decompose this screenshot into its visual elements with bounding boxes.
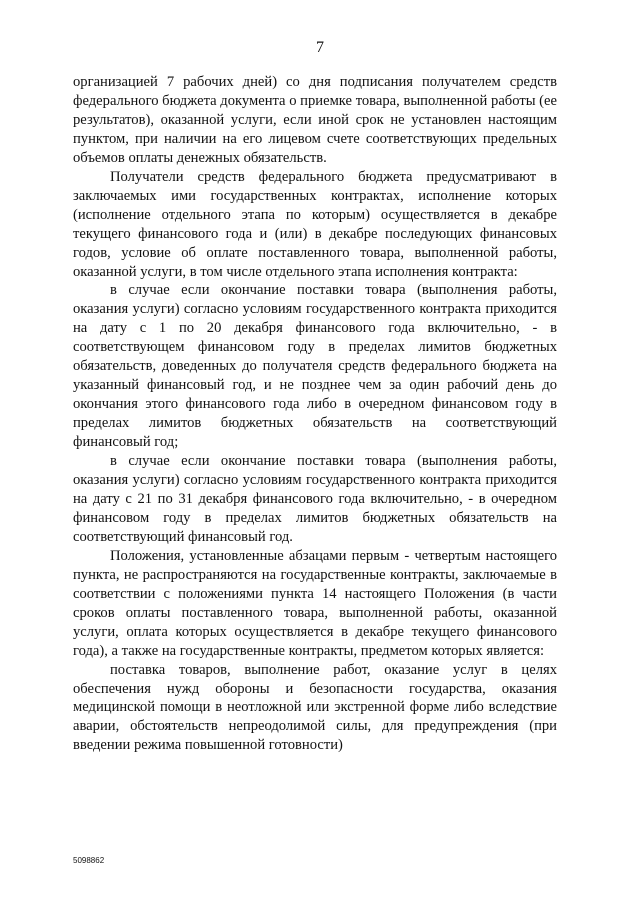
paragraph-continuation: организацией 7 рабочих дней) со дня подписания получателем средств федерального бюджета документа о приемке товара, выполненной работы (ее результатов), оказанной услуги, если иной срок не установлен настоящим пунктом, при наличии на его лицевом счете соответствующих предельных объемов оплаты денежных обязательств.	[73, 74, 557, 166]
document-code: 5098862	[73, 856, 105, 865]
document-body	[73, 73, 557, 755]
paragraph-recipients-provision: Получатели средств федерального бюджета предусматривают в заключаемых ими государственных контрактах, исполнение которых (исполнение отдельного этапа по которым) осуществляется в декабре текущего финансового года и (или) в декабре последующих финансовых годов, условие об оплате поставленного товара, выполненной работы, оказанной услуги, в том числе отдельного этапа исполнения контракта:	[73, 168, 557, 280]
page-number: 7	[316, 39, 324, 56]
paragraph-case-dec-21-31: в случае если окончание поставки товара (выполнения работы, оказания услуги) согласно условиям государственного контракта приходится на дату с 21 по 31 декабря финансового года включительно, - в очередном финансовом году в пределах лимитов бюджетных обязательств на соответствующий финансовый год.	[73, 453, 557, 545]
paragraph-defense-supply: поставка товаров, выполнение работ, оказание услуг в целях обеспечения нужд обороны и безопасности государства, оказания медицинской помощи в неотложной или экстренной форме либо вследствие аварии, обстоятельств непреодолимой силы, для предупреждения (при введении режима повышенной готовности)	[73, 661, 557, 754]
paragraph-case-dec-1-20: в случае если окончание поставки товара (выполнения работы, оказания услуги) согласно условиям государственного контракта приходится на дату с 1 по 20 декабря финансового года включительно, - в соответствующем финансовом году в пределах лимитов бюджетных обязательств, доведенных до получателя средств федерального бюджета на указанный финансовый год, и не позднее чем за один рабочий день до окончания этого финансового года либо в очередном финансовом году в пределах лимитов бюджетных обязательств на соответствующий финансовый год;	[73, 282, 557, 451]
paragraph-exceptions: Положения, установленные абзацами первым - четвертым настоящего пункта, не распространяются на государственные контракты, заключаемые в соответствии с положениями пункта 14 настоящего Положения (в части сроков оплаты поставленного товара, выполненной работы, оказанной услуги, оплата которых осуществляется в декабре текущего финансового года), а также на государственные контракты, предметом которых является:	[73, 547, 557, 659]
